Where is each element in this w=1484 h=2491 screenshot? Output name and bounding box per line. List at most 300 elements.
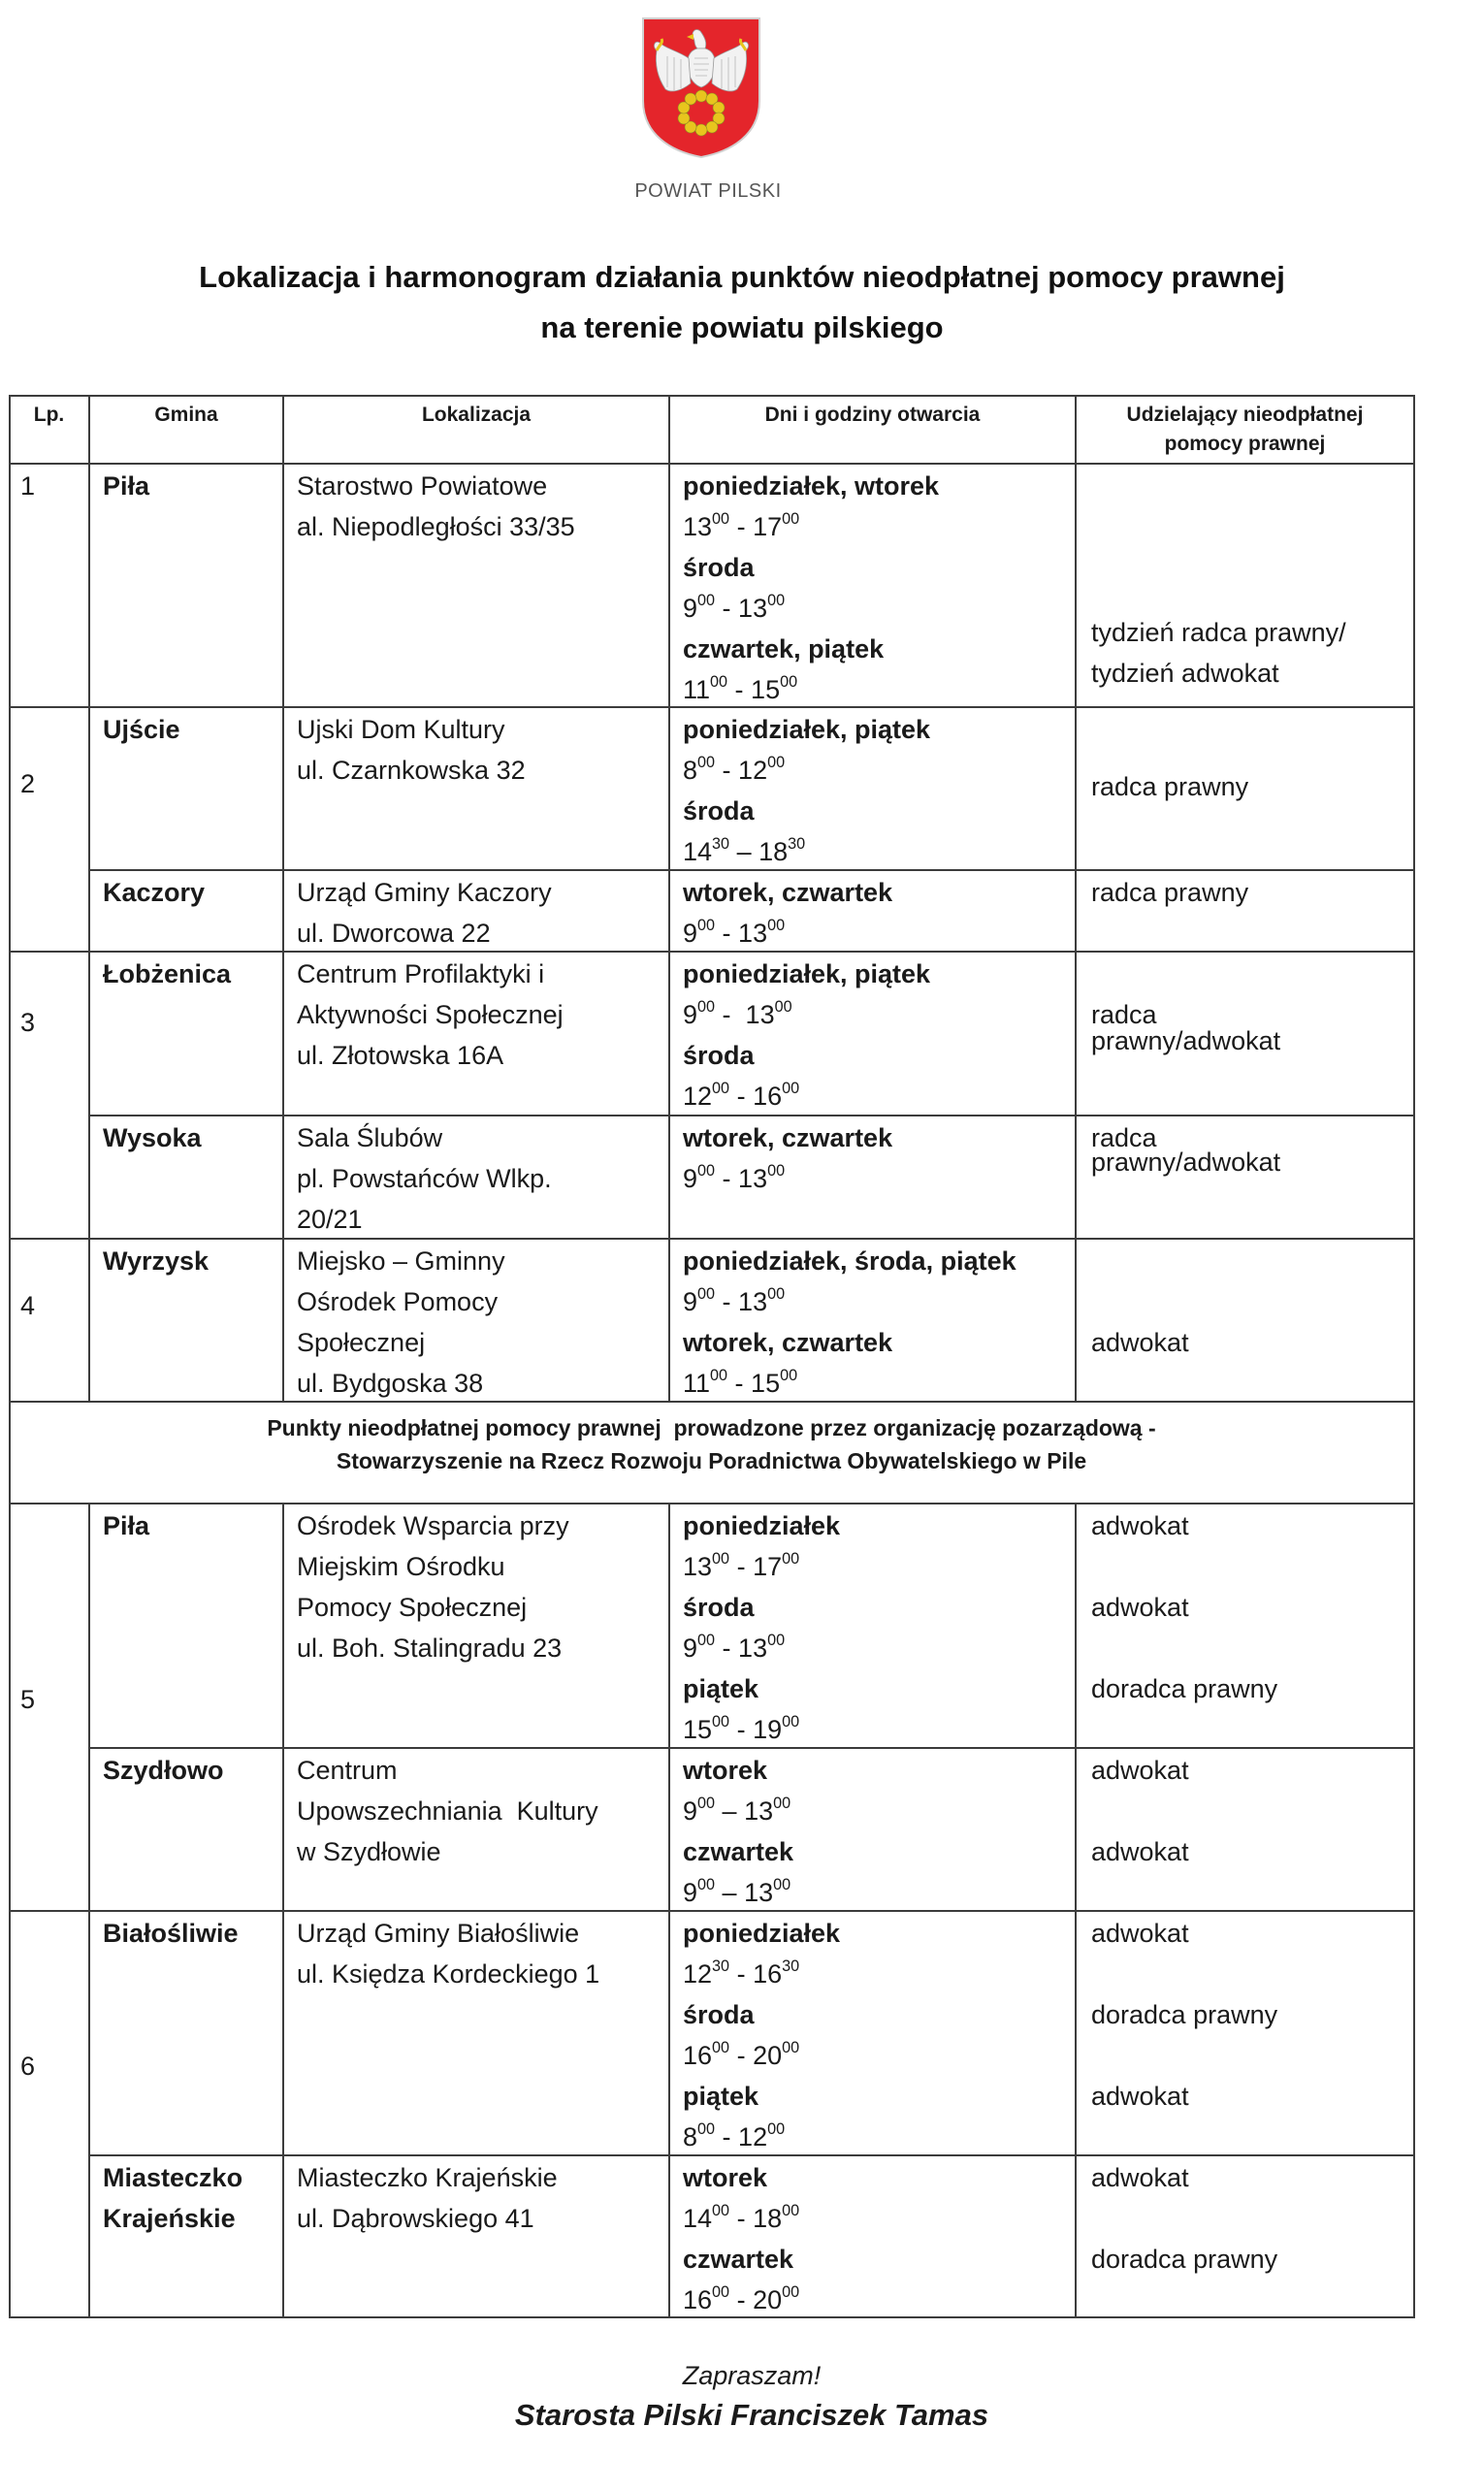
provider-text: adwokat <box>1091 1837 1189 1866</box>
time-separator: - <box>715 1634 739 1663</box>
time-to-minutes: 00 <box>782 2201 800 2219</box>
provider-text: radca prawny <box>1091 771 1249 801</box>
opening-days: wtorek, czwartek <box>683 1328 893 1357</box>
time-to-hour: 18 <box>753 2204 783 2233</box>
table-grid-line <box>88 1504 90 1911</box>
time-to-hour: 13 <box>738 919 768 948</box>
time-from-minutes: 00 <box>712 2201 730 2219</box>
opening-time-range <box>683 1158 1072 1199</box>
table-grid-line <box>1075 707 1077 952</box>
wreath-center <box>692 103 711 122</box>
gmina-name: Szydłowo <box>103 1756 224 1785</box>
gmina-cell <box>89 1504 283 1748</box>
provider-text: prawny/adwokat <box>1091 1148 1281 1178</box>
opening-time-range <box>683 1628 1072 1668</box>
time-to-minutes: 00 <box>782 2282 800 2301</box>
time-to-minutes: 30 <box>788 834 806 853</box>
row-number: 4 <box>20 1291 36 1320</box>
legal-aid-provider-cell <box>1076 870 1414 952</box>
opening-hours-cell <box>669 1116 1076 1239</box>
time-to-minutes: 00 <box>767 753 786 771</box>
time-from-hour: 14 <box>683 2204 713 2233</box>
time-to-hour: 13 <box>738 1287 768 1316</box>
table-grid-line <box>1075 1911 1077 2317</box>
table-grid-line <box>282 464 284 707</box>
provider-text: radca <box>1091 1000 1157 1029</box>
location-line: ul. Złotowska 16A <box>297 1041 504 1070</box>
document-title-line-1: Lokalizacja i harmonogram działania punktów nieodpłatnej pomocy prawnej <box>199 260 1285 294</box>
gmina-name: Miasteczko <box>103 2163 243 2192</box>
gmina-cell <box>89 1116 283 1239</box>
legal-aid-provider-cell <box>1076 1504 1414 1748</box>
table-grid-line <box>668 1504 670 1911</box>
location-line: Ujski Dom Kultury <box>297 715 505 744</box>
opening-days: poniedziałek <box>683 1511 841 1540</box>
time-separator: – <box>715 1796 745 1826</box>
time-to-minutes: 00 <box>767 916 786 934</box>
opening-hours-cell <box>669 952 1076 1116</box>
document-title-line-2: na terenie powiatu pilskiego <box>540 310 944 344</box>
provider-text: adwokat <box>1091 1593 1189 1622</box>
time-separator: – <box>715 1878 745 1907</box>
opening-days: piątek <box>683 2082 759 2111</box>
provider-text: adwokat <box>1091 1756 1189 1785</box>
time-to-hour: 15 <box>751 1369 781 1398</box>
time-separator: - <box>715 594 739 623</box>
opening-time-range <box>683 1076 1072 1116</box>
column-header <box>283 395 669 464</box>
table-grid-line <box>9 395 1415 397</box>
table-grid-line <box>668 952 670 1239</box>
time-to-hour: 17 <box>753 512 783 541</box>
location-line: Centrum <box>297 1756 398 1785</box>
time-from-hour: 12 <box>683 1082 713 1111</box>
opening-time-range <box>683 1872 1072 1911</box>
time-from-hour: 13 <box>683 1552 713 1581</box>
location-line: Sala Ślubów <box>297 1123 443 1152</box>
table-grid-line <box>282 1504 284 1911</box>
table-grid-line <box>1075 1239 1077 1402</box>
gmina-cell <box>89 1239 283 1402</box>
time-to-hour: 19 <box>753 1715 783 1744</box>
table-grid-line <box>668 1911 670 2317</box>
time-from-hour: 9 <box>683 1796 698 1826</box>
table-grid-line <box>668 1239 670 1402</box>
time-separator: - <box>715 756 739 785</box>
opening-time-range <box>683 2117 1072 2155</box>
opening-days: poniedziałek, środa, piątek <box>683 1246 1016 1276</box>
gmina-name: Ujście <box>103 715 180 744</box>
table-grid-line <box>282 1911 284 2317</box>
time-to-minutes: 00 <box>782 1712 800 1731</box>
time-from-minutes: 00 <box>697 997 716 1016</box>
opening-hours-cell <box>669 1748 1076 1911</box>
row-number: 6 <box>20 2052 36 2081</box>
opening-hours-cell <box>669 1504 1076 1748</box>
gmina-cell <box>89 464 283 707</box>
opening-time-range <box>683 750 1072 791</box>
table-grid-line <box>88 707 90 952</box>
location-cell <box>283 1748 669 1911</box>
location-cell <box>283 2155 669 2317</box>
provider-text: doradca prawny <box>1091 2000 1278 2029</box>
time-separator: - <box>715 1000 746 1029</box>
column-header <box>89 395 283 464</box>
column-header <box>669 395 1076 464</box>
column-header-text: Lokalizacja <box>421 404 532 426</box>
time-separator: - <box>729 1715 754 1744</box>
legal-aid-schedule-table <box>9 395 1414 2317</box>
table-grid-line <box>1075 1504 1077 1911</box>
time-to-minutes: 00 <box>782 1549 800 1568</box>
time-to-minutes: 30 <box>782 1957 800 1975</box>
location-cell <box>283 707 669 870</box>
time-to-hour: 13 <box>744 1796 774 1826</box>
time-separator: - <box>729 1552 754 1581</box>
column-header-text: Lp. <box>33 404 65 426</box>
location-line: Urząd Gminy Białośliwie <box>297 1919 580 1948</box>
time-from-minutes: 00 <box>697 2119 716 2138</box>
table-grid-line <box>282 952 284 1239</box>
time-to-hour: 16 <box>753 1082 783 1111</box>
table-grid-line <box>668 707 670 952</box>
row-number: 1 <box>20 471 36 501</box>
time-to-minutes: 00 <box>767 591 786 609</box>
location-line: ul. Bydgoska 38 <box>297 1369 484 1398</box>
ngo-banner-line-1: Punkty nieodpłatnej pomocy prawnej prowadzone przez organizację pozarządową - <box>267 1415 1156 1440</box>
location-cell <box>283 952 669 1116</box>
location-line: ul. Boh. Stalingradu 23 <box>297 1634 563 1663</box>
opening-days: poniedziałek <box>683 1919 841 1948</box>
provider-text: tydzień radca prawny/ <box>1091 618 1346 648</box>
time-separator: - <box>727 1369 752 1398</box>
table-grid-line <box>9 395 11 2317</box>
gmina-name: Krajeńskie <box>103 2204 236 2233</box>
opening-hours-cell <box>669 707 1076 870</box>
opening-hours-cell <box>669 1239 1076 1402</box>
time-from-minutes: 00 <box>712 2038 730 2056</box>
time-from-hour: 8 <box>683 756 698 785</box>
time-to-hour: 17 <box>753 1552 783 1581</box>
time-from-minutes: 00 <box>712 1549 730 1568</box>
time-to-minutes: 00 <box>767 1284 786 1303</box>
time-from-minutes: 00 <box>712 509 730 528</box>
table-grid-line <box>1075 952 1077 1239</box>
table-grid-line <box>9 2316 1415 2318</box>
opening-hours-cell <box>669 870 1076 952</box>
opening-time-range <box>683 994 1072 1035</box>
opening-time-range <box>683 1363 1072 1402</box>
provider-text: adwokat <box>1091 2163 1189 2192</box>
location-line: al. Niepodległości 33/35 <box>297 512 575 541</box>
opening-days: czwartek, piątek <box>683 634 885 663</box>
gmina-cell <box>89 870 283 952</box>
time-separator: - <box>715 2122 739 2151</box>
opening-days: środa <box>683 1593 755 1622</box>
opening-days: poniedziałek, piątek <box>683 959 931 988</box>
location-line: pl. Powstańców Wlkp. <box>297 1164 552 1193</box>
location-line: w Szydłowie <box>297 1837 441 1866</box>
time-to-hour: 13 <box>738 1164 768 1193</box>
time-separator: - <box>729 2285 754 2314</box>
time-separator: - <box>715 919 739 948</box>
legal-aid-provider-cell <box>1076 707 1414 870</box>
gmina-name: Piła <box>103 471 150 501</box>
time-from-minutes: 00 <box>697 1284 716 1303</box>
gmina-cell <box>89 707 283 870</box>
time-from-minutes: 00 <box>697 591 716 609</box>
location-line: Ośrodek Wsparcia przy <box>297 1511 569 1540</box>
time-from-hour: 11 <box>683 1369 711 1398</box>
location-line: ul. Dąbrowskiego 41 <box>297 2204 534 2233</box>
time-from-minutes: 00 <box>697 916 716 934</box>
opening-hours-cell <box>669 2155 1076 2317</box>
opening-days: wtorek, czwartek <box>683 1123 893 1152</box>
opening-days: poniedziałek, piątek <box>683 715 931 744</box>
opening-days: środa <box>683 2000 755 2029</box>
footer-invitation: Zapraszam! <box>682 2361 822 2390</box>
opening-days: środa <box>683 1041 755 1070</box>
gmina-name: Kaczory <box>103 878 206 907</box>
time-to-hour: 13 <box>738 594 768 623</box>
opening-time-range <box>683 913 1072 952</box>
time-to-hour: 13 <box>744 1878 774 1907</box>
time-separator: – <box>729 837 759 866</box>
gmina-name: Łobżenica <box>103 959 232 988</box>
provider-text: adwokat <box>1091 1328 1189 1357</box>
gmina-name: Wysoka <box>103 1123 202 1152</box>
provider-text: adwokat <box>1091 1919 1189 1948</box>
time-to-hour: 13 <box>745 1000 775 1029</box>
table-grid-line <box>1413 395 1415 2317</box>
time-to-minutes: 00 <box>767 1161 786 1180</box>
time-to-hour: 16 <box>753 1959 783 1989</box>
time-from-minutes: 30 <box>712 1957 730 1975</box>
time-separator: - <box>729 2204 754 2233</box>
row-number: 2 <box>20 769 36 798</box>
legal-aid-provider-cell <box>1076 2155 1414 2317</box>
time-to-minutes: 00 <box>780 672 798 691</box>
time-separator: - <box>715 1287 739 1316</box>
time-to-minutes: 00 <box>767 1631 786 1649</box>
time-from-minutes: 00 <box>712 1712 730 1731</box>
location-line: ul. Księdza Kordeckiego 1 <box>297 1959 600 1989</box>
ngo-section-banner <box>9 1411 1414 1477</box>
opening-hours-cell <box>669 464 1076 707</box>
legal-aid-provider-cell <box>1076 952 1414 1116</box>
opening-days: poniedziałek, wtorek <box>683 471 940 501</box>
location-line: Pomocy Społecznej <box>297 1593 528 1622</box>
time-from-hour: 15 <box>683 1715 713 1744</box>
provider-text: doradca prawny <box>1091 2245 1278 2274</box>
opening-time-range <box>683 2280 1072 2317</box>
opening-days: wtorek <box>683 2163 768 2192</box>
column-header <box>1076 395 1414 464</box>
location-cell <box>283 1911 669 2155</box>
opening-time-range <box>683 1546 1072 1587</box>
location-cell <box>283 1116 669 1239</box>
time-separator: - <box>729 2041 754 2070</box>
time-to-minutes: 00 <box>780 1366 798 1384</box>
location-cell <box>283 1239 669 1402</box>
provider-text: tydzień adwokat <box>1091 659 1279 689</box>
time-to-hour: 18 <box>758 837 789 866</box>
legal-aid-provider-cell <box>1076 1116 1414 1239</box>
time-from-hour: 16 <box>683 2041 713 2070</box>
time-to-hour: 20 <box>753 2285 783 2314</box>
table-grid-line <box>668 395 670 464</box>
time-from-hour: 13 <box>683 512 713 541</box>
time-from-hour: 9 <box>683 1000 698 1029</box>
time-to-hour: 15 <box>751 675 781 704</box>
opening-days: wtorek, czwartek <box>683 878 893 907</box>
time-from-hour: 9 <box>683 594 698 623</box>
opening-days: czwartek <box>683 2245 794 2274</box>
legal-aid-provider-cell <box>1076 464 1414 707</box>
column-header-text: Gmina <box>154 404 218 426</box>
crest-caption: POWIAT PILSKI <box>634 180 782 202</box>
time-from-minutes: 00 <box>697 1794 716 1812</box>
opening-time-range <box>683 1709 1072 1748</box>
time-from-hour: 14 <box>683 837 713 866</box>
ngo-banner-line-2: Stowarzyszenie na Rzecz Rozwoju Poradnictwa Obywatelskiego w Pile <box>336 1448 1087 1473</box>
table-grid-line <box>9 1401 1415 1403</box>
time-to-minutes: 00 <box>782 1079 800 1097</box>
gmina-name: Piła <box>103 1511 150 1540</box>
table-grid-line <box>1075 464 1077 707</box>
location-line: Aktywności Społecznej <box>297 1000 564 1029</box>
gmina-cell <box>89 1911 283 2155</box>
location-line: ul. Dworcowa 22 <box>297 919 491 948</box>
time-from-minutes: 00 <box>697 1161 716 1180</box>
column-header-text: Udzielający nieodpłatnej <box>1126 404 1364 426</box>
location-line: 20/21 <box>297 1205 363 1234</box>
location-line: ul. Czarnkowska 32 <box>297 756 526 785</box>
opening-time-range <box>683 1281 1072 1322</box>
location-line: Upowszechniania Kultury <box>297 1796 598 1826</box>
opening-days: czwartek <box>683 1837 794 1866</box>
time-to-minutes: 00 <box>782 509 800 528</box>
location-line: Społecznej <box>297 1328 426 1357</box>
time-from-minutes: 00 <box>697 1875 716 1893</box>
time-to-minutes: 00 <box>767 2119 786 2138</box>
column-header-text: pomocy prawnej <box>1164 433 1326 455</box>
time-separator: - <box>729 512 754 541</box>
location-line: Starostwo Powiatowe <box>297 471 548 501</box>
table-grid-line <box>88 395 90 464</box>
column-header <box>9 395 89 464</box>
time-to-minutes: 00 <box>773 1794 791 1812</box>
gmina-cell <box>89 1748 283 1911</box>
time-to-minutes: 00 <box>774 997 792 1016</box>
row-number: 3 <box>20 1008 36 1037</box>
opening-days: piątek <box>683 1674 759 1703</box>
time-from-hour: 9 <box>683 1634 698 1663</box>
table-grid-line <box>282 707 284 952</box>
time-from-hour: 12 <box>683 1959 713 1989</box>
opening-time-range <box>683 2198 1072 2239</box>
opening-days: środa <box>683 796 755 825</box>
time-to-minutes: 00 <box>773 1875 791 1893</box>
provider-text: prawny/adwokat <box>1091 1026 1281 1056</box>
time-from-minutes: 00 <box>712 1079 730 1097</box>
time-from-hour: 9 <box>683 919 698 948</box>
legal-aid-provider-cell <box>1076 1239 1414 1402</box>
opening-days: środa <box>683 553 755 582</box>
time-to-hour: 20 <box>753 2041 783 2070</box>
opening-time-range <box>683 588 1072 629</box>
table-grid-line <box>282 395 284 464</box>
time-from-hour: 11 <box>683 675 711 704</box>
legal-aid-provider-cell <box>1076 1911 1414 2155</box>
gmina-name: Wyrzysk <box>103 1246 210 1276</box>
time-from-minutes: 30 <box>712 834 730 853</box>
location-cell <box>283 1504 669 1748</box>
opening-time-range <box>683 506 1072 547</box>
provider-text: adwokat <box>1091 2082 1189 2111</box>
location-cell <box>283 464 669 707</box>
gmina-cell <box>89 2155 283 2317</box>
time-separator: - <box>729 1082 754 1111</box>
opening-time-range <box>683 1954 1072 1994</box>
time-from-minutes: 00 <box>712 2282 730 2301</box>
table-grid-line <box>88 952 90 1239</box>
time-from-hour: 9 <box>683 1287 698 1316</box>
table-grid-line <box>1075 395 1077 464</box>
time-from-hour: 8 <box>683 2122 698 2151</box>
time-separator: - <box>715 1164 739 1193</box>
time-from-minutes: 00 <box>697 1631 716 1649</box>
table-grid-line <box>88 464 90 707</box>
time-from-hour: 16 <box>683 2285 713 2314</box>
location-line: Urząd Gminy Kaczory <box>297 878 552 907</box>
location-line: Miejsko – Gminny <box>297 1246 505 1276</box>
provider-text: adwokat <box>1091 1511 1189 1540</box>
opening-time-range <box>683 2035 1072 2076</box>
provider-text: radca <box>1091 1123 1157 1152</box>
time-from-minutes: 00 <box>697 753 716 771</box>
footer-signature: Starosta Pilski Franciszek Tamas <box>514 2398 989 2432</box>
time-to-minutes: 00 <box>782 2038 800 2056</box>
row-number: 5 <box>20 1685 36 1714</box>
provider-text: radca prawny <box>1091 878 1249 907</box>
powiat-pilski-coat-of-arms-logo <box>640 16 762 159</box>
location-line: Miasteczko Krajeńskie <box>297 2163 558 2192</box>
table-grid-line <box>88 1239 90 1402</box>
location-line: Centrum Profilaktyki i <box>297 959 545 988</box>
time-separator: - <box>727 675 752 704</box>
time-to-hour: 13 <box>738 1634 768 1663</box>
table-grid-line <box>9 463 1415 465</box>
opening-days: wtorek <box>683 1756 768 1785</box>
table-grid-line <box>88 1911 90 2317</box>
provider-text: doradca prawny <box>1091 1674 1278 1703</box>
time-from-hour: 9 <box>683 1878 698 1907</box>
time-from-hour: 9 <box>683 1164 698 1193</box>
location-line: Ośrodek Pomocy <box>297 1287 499 1316</box>
time-to-hour: 12 <box>738 756 768 785</box>
table-grid-line <box>282 1239 284 1402</box>
gmina-cell <box>89 952 283 1116</box>
gmina-name: Białośliwie <box>103 1919 239 1948</box>
opening-time-range <box>683 669 1072 707</box>
column-header-text: Dni i godziny otwarcia <box>764 404 981 426</box>
time-from-minutes: 00 <box>710 672 728 691</box>
location-line: Miejskim Ośrodku <box>297 1552 505 1581</box>
time-from-minutes: 00 <box>710 1366 728 1384</box>
legal-aid-provider-cell <box>1076 1748 1414 1911</box>
opening-time-range <box>683 1791 1072 1831</box>
